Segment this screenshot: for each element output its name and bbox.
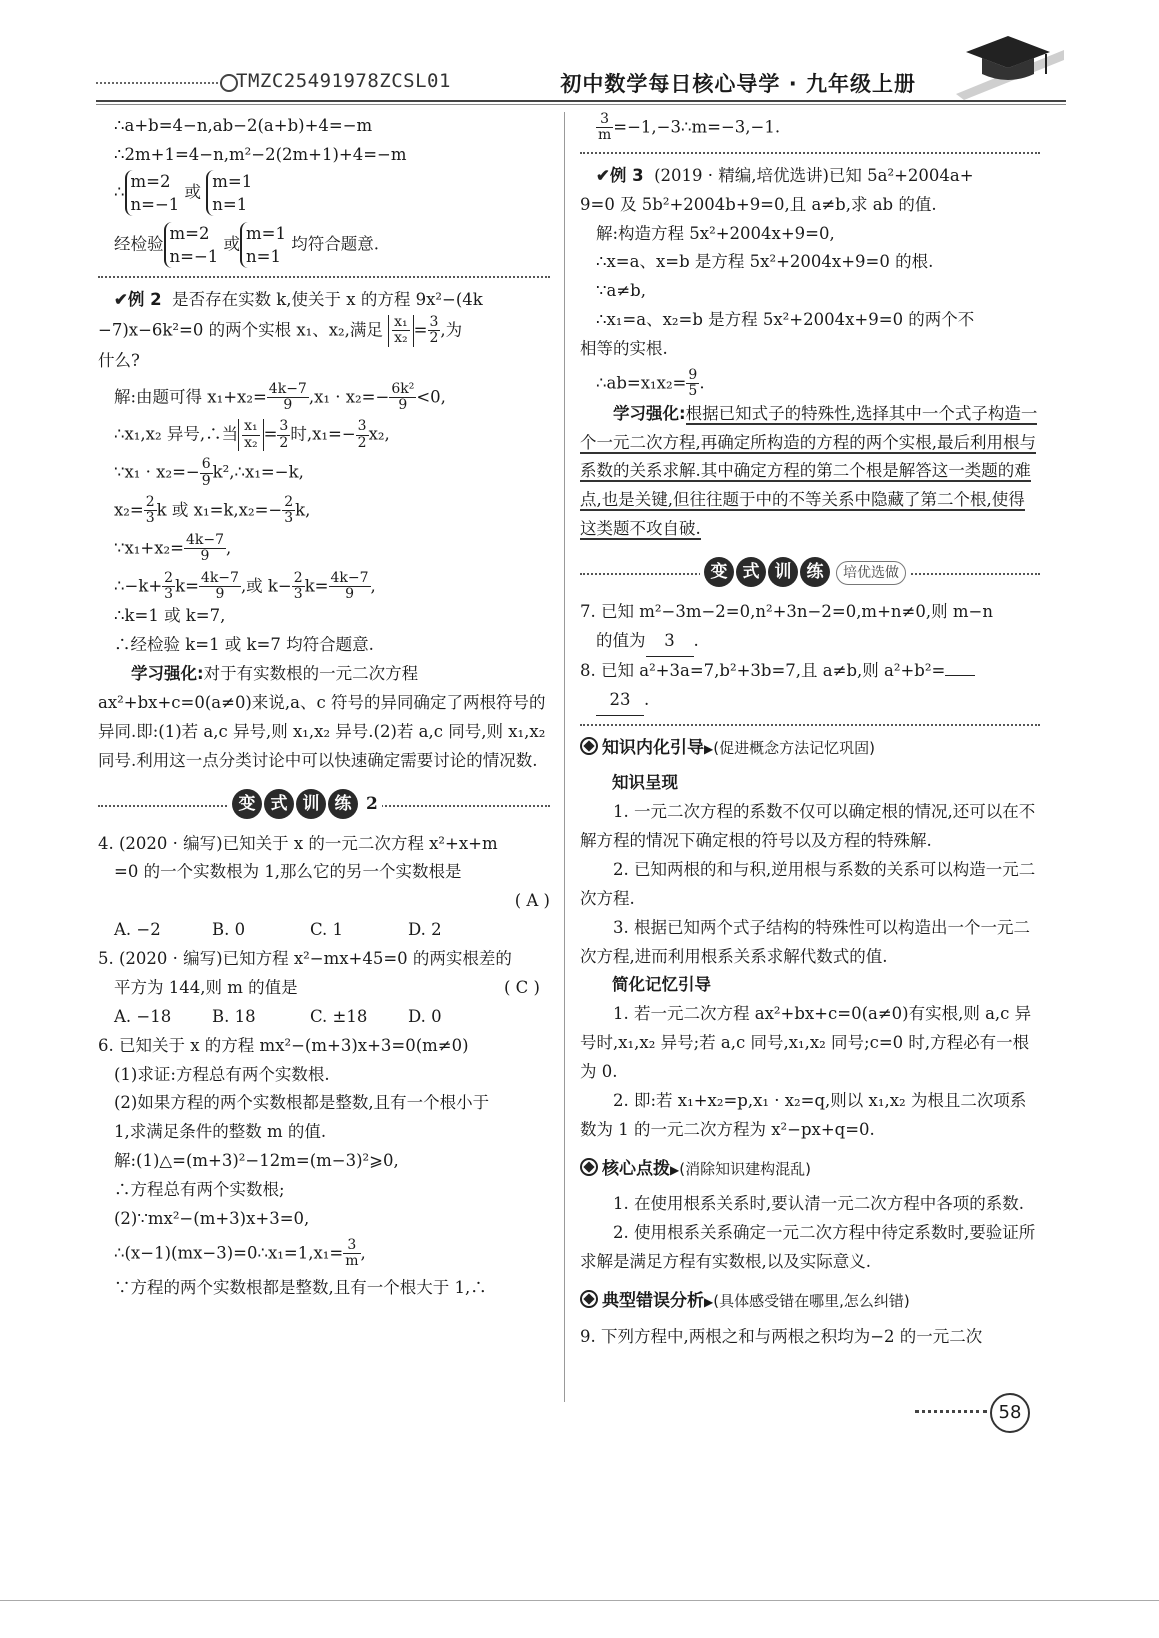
graduation-cap-icon — [946, 30, 1066, 104]
option: A. −18 — [114, 1006, 172, 1026]
question-8-line-1: 8. 已知 a²+3a=7,b²+3b=7,且 a≠b,则 a²+b²= — [580, 657, 1040, 686]
text-line: ∴2m+1=4−n,m²−2(2m+1)+4=−m — [114, 144, 407, 164]
continued-line: $\frac{3}{m}$ =−1,−3∴m=−3,−1. — [598, 111, 781, 144]
question-7-line-2: 的值为 3 . — [580, 627, 1040, 657]
knowledge-item: 3. 根据已知两个式子结构的特殊性可以构造出一个一元二次方程,进而利用根系关系求解代数式的值. — [580, 917, 1030, 966]
checkmark-icon: ✔ — [114, 290, 128, 310]
option: C. ±18 — [310, 1006, 368, 1026]
header-rule-thin — [96, 104, 1066, 105]
question-8-answer: 23 — [596, 686, 644, 716]
question-6-line-3: (2)如果方程的两个实数根都是整数,且有一个根小于 — [114, 1093, 490, 1113]
question-5-answer: ( C ) — [504, 977, 540, 997]
example-2-title: 例 2 — [127, 290, 162, 310]
header-dots — [96, 82, 226, 84]
question-6-sol-2: ∴方程总有两个实数根; — [114, 1180, 285, 1200]
example-2-line-3: 什么? — [98, 350, 140, 370]
study-strength-paragraph: 学习强化:对于有实数根的一元二次方程 ax²+bx+c=0(a≠0)来说,a、c 符号的异同确定了两根符号的异同.即:(1)若 a,c 异号,则 x₁,x₂ 异号.(2)若 a,c 同号,则 x₁,x₂ 同号.利用这一点分类讨论中可以快速确定需要讨论的情况数. — [98, 664, 546, 770]
fraction: $\frac{3}{2}$ — [429, 314, 439, 347]
text-line: ∴a+b=4−n,ab−2(a+b)+4=−m — [114, 116, 373, 135]
question-4-line-2: =0 的一个实数根为 1,那么它的另一个实数根是 — [114, 862, 462, 882]
option: A. −2 — [114, 920, 161, 940]
section-bullet-icon — [580, 1290, 598, 1308]
subheading-memory: 简化记忆引导 — [612, 975, 711, 995]
example-3-line-1: ✔例 3 (2019 · 精编,培优选讲)已知 5a²+2004a+ — [596, 165, 974, 185]
question-6-sol-1: 解:(1)△=(m+3)²−12m=(m−3)²⩾0, — [114, 1151, 399, 1171]
option: B. 18 — [212, 1006, 256, 1026]
column-divider — [564, 112, 565, 1402]
question-5-options — [98, 1003, 550, 1032]
memory-item: 1. 若一元二次方程 ax²+bx+c=0(a≠0)有实根,则 a,c 异号时,x₁,x₂ 异号;若 a,c 同号,x₁,x₂ 同号;c=0 时,方程必有一根为 0. — [580, 1004, 1032, 1082]
solution-line-4: x₂= $\frac{2}{3}$ k 或 x₁=k,x₂=− $\frac{2}{3}$ k, — [114, 494, 311, 527]
banner-char: 变 — [232, 789, 262, 819]
book-code: TMZC25491978ZCSL01 — [236, 70, 451, 92]
left-column — [98, 112, 550, 1303]
example-3-sol-3: ∵a≠b, — [596, 281, 646, 301]
page-number-dots — [915, 1410, 987, 1413]
example-3-line-2: 9=0 及 5b²+2004b+9=0,且 a≠b,求 ab 的值. — [580, 194, 937, 214]
question-6-line-2: (1)求证:方程总有两个实数根. — [114, 1064, 330, 1084]
question-6-line-4: 1,求满足条件的整数 m 的值. — [114, 1122, 327, 1142]
question-4-options — [98, 916, 550, 945]
banner-char: 练 — [328, 789, 358, 819]
example-2-line-1: ✔例 2 是否存在实数 k,使关于 x 的方程 9x²−(4k — [114, 290, 483, 310]
section-banner-variant-2 — [98, 786, 550, 824]
triangle-icon: ▶ — [670, 1162, 680, 1177]
section-core-tips: 核心点拨▶(消除知识建构混乱) — [580, 1155, 1040, 1185]
example-3-sol-2: ∴x=a、x=b 是方程 5x²+2004x+9=0 的根. — [596, 252, 934, 272]
page-number: 58 — [990, 1393, 1030, 1433]
triangle-icon: ▶ — [704, 1295, 714, 1310]
abs-value: $\frac{\text{x₁}}{\text{x₂}}$ — [388, 315, 414, 347]
banner-char: 式 — [264, 789, 294, 819]
checkmark-icon: ✔ — [596, 165, 610, 185]
header-rule — [96, 100, 1066, 102]
option: B. 0 — [212, 920, 246, 940]
question-6-sol-3: (2)∵mx²−(m+3)x+3=0, — [114, 1208, 310, 1228]
example-3-sol-1: 解:构造方程 5x²+2004x+9=0, — [596, 223, 835, 243]
triangle-icon: ▶ — [704, 741, 714, 756]
option: D. 2 — [408, 920, 442, 940]
question-6-sol-5: ∵方程的两个实数根都是整数,且有一个根大于 1,∴ — [114, 1277, 487, 1297]
banner-subtitle: 培优选做 — [836, 561, 906, 585]
question-5-line-1: 5. (2020 · 编写)已知方程 x²−mx+45=0 的两实根差的 — [98, 949, 512, 969]
system-brace: m=1 n=1 — [206, 170, 252, 216]
example-3-sol-4: ∴x₁=a、x₂=b 是方程 5x²+2004x+9=0 的两个不 — [596, 310, 975, 330]
solution-line-7: ∴k=1 或 k=7, — [114, 606, 226, 626]
book-title: 初中数学每日核心导学 · 九年级上册 — [560, 72, 916, 96]
check-line: 经检验 m=2 n=−1 或 m=1 n=1 均符合题意. — [98, 222, 550, 268]
solution-line-3: ∵x₁ · x₂=− $\frac{6}{9}$ k²,∴x₁=−k, — [114, 456, 304, 489]
system-brace: m=2 n=−1 — [164, 222, 219, 268]
question-6-line-1: 6. 已知关于 x 的方程 mx²−(m+3)x+3=0(m≠0) — [98, 1035, 469, 1055]
solution-line-1: 解:由题可得 x₁+x₂= $\frac{4k-7}{9}$ ,x₁ · x₂=− $\frac{\text{6k²}}{9}$ <0, — [114, 380, 446, 414]
memory-item: 2. 即:若 x₁+x₂=p,x₁ · x₂=q,则以 x₁,x₂ 为根且二次项系数为 1 的一元二次方程为 x²−px+q=0. — [580, 1090, 1027, 1139]
knowledge-item: 2. 已知两根的和与积,逆用根与系数的关系可以构造一元二次方程. — [580, 859, 1036, 908]
option: D. 0 — [408, 1006, 442, 1026]
banner-char: 变 — [704, 557, 734, 587]
knowledge-item: 1. 一元二次方程的系数不仅可以确定根的情况,还可以在不解方程的情况下确定根的符号以及方程的特殊解. — [580, 802, 1036, 851]
example-3-sol-5: 相等的实根. — [580, 339, 668, 359]
subheading-knowledge: 知识呈现 — [612, 773, 678, 793]
system-brace: m=1 n=1 — [240, 222, 286, 268]
banner-char: 训 — [768, 557, 798, 587]
question-6-sol-4: ∴(x−1)(mx−3)=0∴x₁=1,x₁= $\frac{3}{m}$ , — [114, 1236, 366, 1270]
question-4-answer: ( A ) — [514, 891, 550, 911]
banner-char: 练 — [800, 557, 830, 587]
banner-char: 式 — [736, 557, 766, 587]
solution-line-2: ∴x₁,x₂ 异号,∴当 $\frac{\text{x₁}}{\text{x₂}}$ = $\frac{3}{2}$ 时,x₁=− $\frac{3}{2}$ x₂, — [114, 418, 390, 451]
question-9-line-1: 9. 下列方程中,两根之和与两根之积均为−2 的一元二次 — [580, 1326, 983, 1346]
solution-line-5: ∵x₁+x₂= $\frac{4k-7}{9}$ , — [114, 531, 232, 565]
banner-number: 2 — [366, 793, 378, 814]
solution-line-8: ∴经检验 k=1 或 k=7 均符合题意. — [114, 635, 374, 655]
section-bullet-icon — [580, 1158, 598, 1176]
option: C. 1 — [310, 920, 344, 940]
core-tip-item: 2. 使用根系关系确定一元二次方程中待定系数时,要验证所求解是满足方程有实数根,以及实际意义. — [580, 1223, 1036, 1272]
core-tip-item: 1. 在使用根系关系时,要认清一元二次方程中各项的系数. — [613, 1194, 1024, 1214]
question-4-line-1: 4. (2020 · 编写)已知关于 x 的一元二次方程 x²+x+m — [98, 833, 498, 853]
system-brace: m=2 n=−1 — [125, 170, 180, 216]
banner-char: 训 — [296, 789, 326, 819]
solution-line-6: ∴−k+ $\frac{2}{3}$ k= $\frac{4k-7}{9}$ ,或 k− $\frac{2}{3}$ k= $\frac{4k-7}{9}$ , — [114, 569, 376, 602]
example-3-sol-6: ∴ab=x₁x₂= $\frac{9}{5}$ . — [596, 366, 705, 400]
example-2-line-2: −7)x−6k²=0 的两个实根 x₁、x₂,满足 $\frac{\text{x₁}}{\text{x₂}}$ = $\frac{3}{2}$ ,为 — [98, 314, 463, 347]
section-typical-errors: 典型错误分析▶(具体感受错在哪里,怎么纠错) — [580, 1287, 1040, 1317]
question-5-line-2: 平方为 144,则 m 的值是 ( C ) — [98, 974, 550, 1003]
page-header — [96, 66, 1066, 100]
solution-system: ∴ m=2 n=−1 或 m=1 n=1 — [98, 170, 550, 216]
dotted-separator — [98, 276, 550, 278]
question-7-answer: 3 — [646, 627, 694, 657]
section-bullet-icon — [580, 737, 598, 755]
right-column — [580, 112, 1040, 1352]
dotted-separator — [580, 152, 1040, 154]
study-strength-paragraph: 学习强化:根据已知式子的特殊性,选择其中一个式子构造一个一元二次方程,再确定所构造的方程的两个实根,最后利用根与系数的关系求解.其中确定方程的第二个根是解答这一类题的难点,也是关键,但往往题于中的不等关系中隐藏了第二个根,使得这类题不攻自破. — [580, 403, 1038, 539]
page-bottom-rule — [0, 1600, 1159, 1601]
dotted-separator — [580, 724, 1040, 726]
section-knowledge-guide: 知识内化引导▶(促进概念方法记忆巩固) — [580, 734, 1040, 764]
example-3-title: 例 3 — [609, 165, 644, 185]
question-7-line-1: 7. 已知 m²−3m−2=0,n²+3n−2=0,m+n≠0,则 m−n — [580, 602, 993, 622]
question-8-line-2: 23 . — [580, 686, 1040, 716]
section-banner-variant-advanced — [580, 554, 1040, 592]
